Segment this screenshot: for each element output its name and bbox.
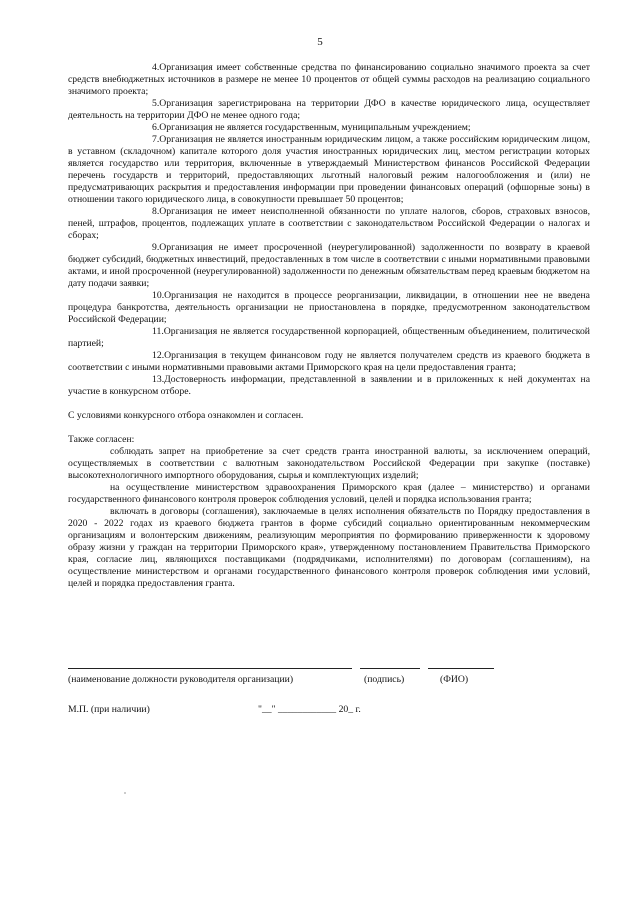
item-number: 8.	[152, 206, 160, 217]
list-item	[68, 350, 590, 374]
document-body	[68, 62, 590, 590]
consent-clauses	[68, 446, 590, 590]
item-text: Организация не имеет неисполненной обязанности по уплате налогов, сборов, страховых взносов, пеней, штрафов, процентов, подлежащих уплате в соответствии с законодательством Российской Федерации о налогах и сборах;	[68, 206, 590, 241]
item-number: 4.	[152, 62, 160, 73]
signature-captions	[68, 674, 590, 688]
item-number: 7.	[152, 134, 160, 145]
name-caption: (ФИО)	[440, 674, 469, 685]
item-text: Организация не является государственным, муниципальным учреждением;	[159, 122, 471, 133]
list-item	[68, 206, 590, 242]
signature-line	[360, 668, 420, 669]
page-number: 5	[317, 36, 323, 48]
position-line	[68, 668, 352, 669]
name-line	[428, 668, 494, 669]
conditions-list	[68, 62, 590, 398]
item-number: 10.	[152, 290, 165, 301]
list-item	[68, 62, 590, 98]
item-text: Организация в текущем финансовом году не является получателем средств из краевого бюджета в соответствии с иными нормативными правовыми актами Приморского края на цели предоставления гранта;	[68, 350, 590, 373]
consent-clause: соблюдать запрет на приобретение за счет средств гранта иностранной валюты, за исключением операций, осуществляемых в соответствии с валютным законодательством Российской Федерации при закупке (поставке) высокотехнологичного импортного оборудования, сырья и комплектующих изделий;	[68, 446, 590, 481]
item-text: Организация не имеет просроченной (неурегулированной) задолженности по возврату в краевой бюджет субсидий, бюджетных инвестиций, предоставленных в том числе в соответствии с иными нормативными правовыми актами, и иной просроченной (неурегулированной) задолженности по денежным обязательствам перед краевым бюджетом на дату подачи заявки;	[68, 242, 590, 289]
signature-block	[68, 660, 590, 718]
also-agree-heading: Также согласен:	[68, 434, 135, 445]
item-text: Организация зарегистрирована на территории ДФО в качестве юридического лица, осуществляет деятельность на территории ДФО не менее одного года;	[68, 98, 590, 121]
list-item	[68, 242, 590, 290]
item-number: 6.	[152, 122, 160, 133]
item-number: 11.	[152, 326, 164, 337]
list-item	[68, 134, 590, 206]
date-field: "__" ____________ 20_ г.	[258, 704, 361, 715]
stamp-row	[68, 704, 590, 718]
list-item	[68, 290, 590, 326]
agreement-statement: С условиями конкурсного отбора ознакомлен и согласен.	[68, 410, 304, 421]
item-text: Достоверность информации, представленной в заявлении и в приложенных к ней документах на участие в конкурсном отборе.	[68, 374, 590, 397]
item-text: Организация не находится в процессе реорганизации, ликвидации, в отношении нее не введена процедура банкротства, деятельность организации не приостановлена в порядке, предусмотренном законодательством Российской Федерации;	[68, 290, 590, 325]
signature-lines	[68, 660, 590, 672]
item-number: 13.	[152, 374, 165, 385]
list-item	[68, 98, 590, 122]
item-text: Организация не является иностранным юридическим лицом, а также российским юридическим лицом, в уставном (складочном) капитале которого доля участия иностранных юридических лиц, местом регистрации которых является государство или территория, включенные в утверждаемый Министерством финансов Российской Федерации перечень государств и территорий, предоставляющих льготный налоговый режим налогообложения и (или) не предусматривающих раскрытия и предоставления информации при проведении финансовых операций (офшорные зоны) в отношении такого юридического лица, в совокупности превышает 50 процентов;	[68, 134, 590, 205]
signature-caption: (подпись)	[364, 674, 405, 685]
consent-clause: на осуществление министерством здравоохранения Приморского края (далее – министерство) и органами государственного финансового контроля проверок соблюдения условий, целей и порядка использования гранта;	[68, 482, 590, 505]
item-number: 9.	[152, 242, 160, 253]
consent-clause: включать в договоры (соглашения), заключаемые в целях исполнения обязательств по Порядку предоставления в 2020 - 2022 годах из краевого бюджета грантов в форме субсидий социально ориентированным некоммерческим организациям и волонтерским движениям, реализующим мероприятия по формированию приверженности к здоровому образу жизни у граждан на территории Приморского края», утвержденному постановлением Правительства Приморского края, согласие лиц, являющихся поставщиками (подрядчиками, исполнителями) по договорам (соглашениям), на осуществление министерством и органами государственного финансового контроля проверок соблюдения ими условий, целей и порядка предоставления гранта.	[68, 506, 590, 589]
stamp-label: М.П. (при наличии)	[68, 704, 150, 715]
item-number: 12.	[152, 350, 165, 361]
position-caption: (наименование должности руководителя организации)	[68, 674, 294, 685]
list-item	[68, 374, 590, 398]
list-item	[68, 326, 590, 350]
item-number: 5.	[152, 98, 160, 109]
item-text: Организация не является государственной корпорацией, общественным объединением, политической партией;	[68, 326, 590, 349]
item-text: Организация имеет собственные средства по финансированию социально значимого проекта за счет средств внебюджетных источников в размере не менее 10 процентов от общей суммы расходов на реализацию социального значимого проекта;	[68, 62, 590, 97]
scan-artifact	[124, 792, 126, 794]
list-item	[68, 122, 590, 134]
